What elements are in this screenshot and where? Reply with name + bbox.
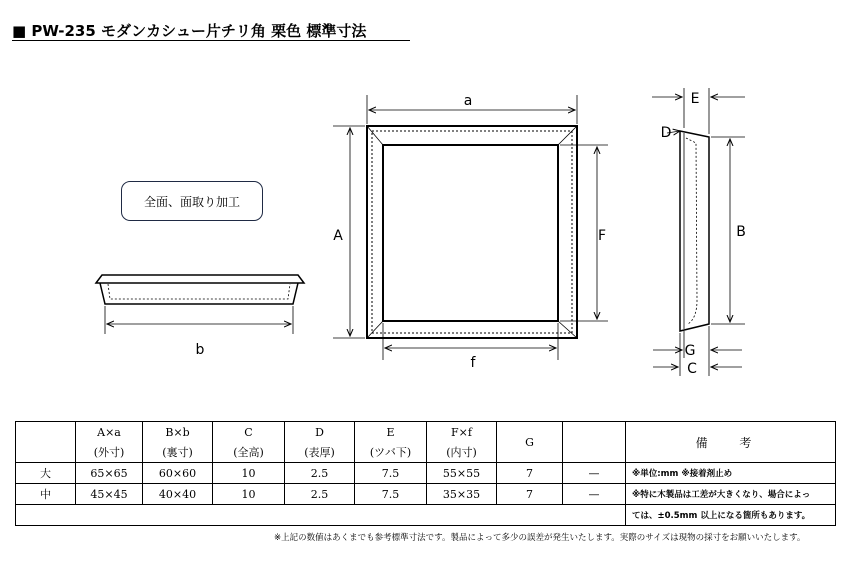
- page-title: ■ PW-235 モダンカシュー片チリ角 栗色 標準寸法: [12, 22, 367, 40]
- label-F: F: [597, 228, 607, 244]
- front-view: [367, 126, 577, 338]
- cell-F: 55×55: [427, 463, 497, 484]
- cell-extra: —: [563, 463, 626, 484]
- label-b: b: [195, 342, 205, 358]
- cell-E: 7.5: [355, 484, 427, 505]
- frame-outer: [367, 126, 577, 338]
- header-B-top: B×b: [143, 422, 213, 443]
- header-F-sub: (内寸): [427, 443, 497, 463]
- label-E: E: [690, 91, 700, 107]
- cell-D: 2.5: [285, 484, 355, 505]
- row-size: 中: [16, 484, 76, 505]
- cell-B: 40×40: [143, 484, 213, 505]
- header-E-top: E: [355, 422, 427, 443]
- cell-F: 35×35: [427, 484, 497, 505]
- cell-A: 65×65: [76, 463, 143, 484]
- empty-row: [16, 505, 626, 526]
- cell-G: 7: [497, 463, 563, 484]
- header-A-sub: (外寸): [76, 443, 143, 463]
- cell-B: 60×60: [143, 463, 213, 484]
- header-remarks: 備 考: [626, 422, 836, 463]
- label-B: B: [736, 224, 746, 240]
- dimension-table: [15, 421, 836, 526]
- header-F-top: F×f: [427, 422, 497, 443]
- label-a: a: [463, 93, 473, 109]
- table-row: [16, 484, 836, 505]
- table-row: [16, 463, 836, 484]
- remark-line: ※特に木製品は工差が大きくなり、場合によっ: [626, 484, 836, 505]
- cell-E: 7.5: [355, 463, 427, 484]
- remark-line: ては、±0.5mm 以上になる箇所もあります。: [626, 505, 836, 526]
- table-row: [16, 505, 836, 526]
- cell-extra: —: [563, 484, 626, 505]
- header-G: G: [497, 422, 563, 463]
- side-view-bottom: [96, 275, 304, 304]
- row-size: 大: [16, 463, 76, 484]
- side-view-right: [680, 131, 709, 331]
- cell-G: 7: [497, 484, 563, 505]
- cell-D: 2.5: [285, 463, 355, 484]
- label-G: G: [684, 343, 696, 359]
- chamfer-note: 全面、面取り加工: [121, 181, 263, 221]
- label-A: A: [333, 228, 343, 244]
- cell-C: 10: [213, 484, 285, 505]
- header-extra: [563, 422, 626, 463]
- header-E-sub: (ツバ下): [355, 443, 427, 463]
- header-C-sub: (全高): [213, 443, 285, 463]
- label-D: D: [660, 125, 672, 141]
- frame-inner-opening: [383, 145, 558, 321]
- cell-C: 10: [213, 463, 285, 484]
- frame-chamfer-line: [372, 131, 572, 333]
- remark-line: ※単位:mm ※接着剤止め: [626, 463, 836, 484]
- header-D-top: D: [285, 422, 355, 443]
- label-C: C: [687, 361, 697, 377]
- header-size-sub: [16, 443, 76, 463]
- cell-A: 45×45: [76, 484, 143, 505]
- footnote: ※上記の数値はあくまでも参考標準寸法です。製品によって多少の誤差が発生いたします。実際のサイズは現物の採寸をお願いいたします。: [274, 533, 806, 543]
- header-A-top: A×a: [76, 422, 143, 443]
- header-B-sub: (裏寸): [143, 443, 213, 463]
- label-f: f: [470, 355, 476, 371]
- header-size-top: [16, 422, 76, 443]
- header-D-sub: (表厚): [285, 443, 355, 463]
- header-C-top: C: [213, 422, 285, 443]
